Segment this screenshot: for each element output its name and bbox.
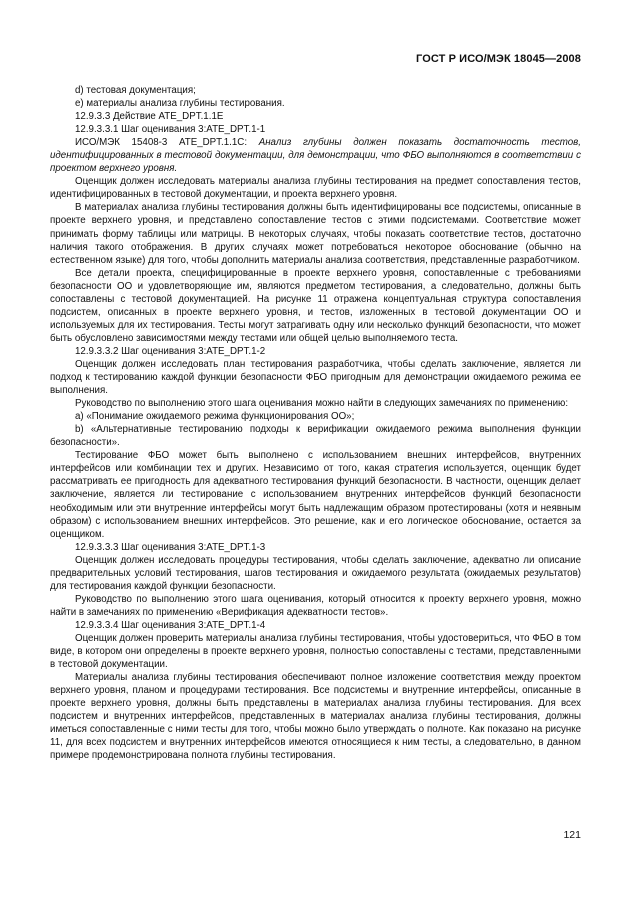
list-item-b: b) «Альтернативные тестированию подходы к верификации ожидаемого режима выполнения функции безопасности». (50, 424, 581, 449)
requirement-ref: ИСО/МЭК 15408-3 ATE_DPT.1.1C: (75, 137, 259, 149)
paragraph: Руководство по выполнению этого шага оценивания можно найти в следующих замечаниях по применению: (75, 398, 569, 410)
step-heading-dpt-1-1: 12.9.3.3.1 Шаг оценивания 3:ATE_DPT.1-1 (75, 124, 266, 136)
standard-header: ГОСТ Р ИСО/МЭК 18045—2008 (416, 53, 581, 65)
list-item-e: e) материалы анализа глубины тестирования. (75, 98, 285, 110)
page-number: 121 (563, 829, 581, 841)
paragraph: В материалах анализа глубины тестирования должны быть идентифицированы все подсистемы, описанные в проекте верхнего уровня, и представлено сопоставление тестов с этими подсистемами. Соответствие может принимать форму таблицы или матрицы. В некоторых случаях, чтобы показать соответствие тестов, достаточно наличия такого отображения. В других случаях может потребоваться некоторое обоснование (обычно на естественном языке) для того, чтобы дополнить материалы анализа соответствия, представленные разработчиком. (50, 202, 581, 266)
paragraph: Оценщик должен проверить материалы анализа глубины тестирования, чтобы удостовериться, что ФБО в том виде, в котором они определены в проекте верхнего уровня, полностью сопоставлены с тестами, представленными в тестовой документации. (50, 632, 581, 671)
section-heading-12-9-3-3: 12.9.3.3 Действие ATE_DPT.1.1E (75, 111, 224, 123)
paragraph: Оценщик должен исследовать материалы анализа глубины тестирования на предмет сопоставления тестов, идентифицированных в тестовой документации, и проекта верхнего уровня. (50, 176, 581, 201)
paragraph: Оценщик должен исследовать план тестирования разработчика, чтобы сделать заключение, является ли подход к тестированию каждой функции безопасности ФБО пригодным для демонстрации ожидаемого режима ее выполнения. (50, 358, 581, 397)
paragraph: Руководство по выполнению этого шага оценивания, который относится к проекту верхнего уровня, можно найти в замечаниях по применению «Верификация адекватности тестов». (50, 593, 581, 618)
paragraph: Оценщик должен исследовать процедуры тестирования, чтобы сделать заключение, адекватно ли описание предварительных условий тестирования, шагов тестирования и ожидаемого результата (ожидаемых результатов) для тестирования каждой функции безопасности. (50, 554, 581, 592)
document-body (50, 84, 581, 762)
paragraph: Тестирование ФБО может быть выполнено с использованием внешних интерфейсов, внутренних интерфейсов или комбинации тех и других. Независимо от того, какая стратегия используется, оценщик будет рассматривать ее пригодность для адекватного тестирования функций безопасности. В частности, оценщик делает заключение, является ли тестирование с использованием внутренних интерфейсов функций безопасности необходимым или эти внутренние интерфейсы могут быть надлежащим образом протестированы (хотя и неявным образом) с использованием внешних интерфейсов. Это решение, как и его логическое обоснование, остается за оценщиком. (50, 450, 581, 540)
step-heading-dpt-1-2: 12.9.3.3.2 Шаг оценивания 3:ATE_DPT.1-2 (75, 345, 266, 357)
paragraph: Материалы анализа глубины тестирования обеспечивают полное изложение соответствия между проектом верхнего уровня, планом и процедурами тестирования. Все подсистемы и внутренние интерфейсы, описанные в проекте верхнего уровня, должны быть представлены в материалах анализа глубины тестирования. Для всех подсистем и внутренних интерфейсов, представленных в материалах анализа глубины тестирования, должны иметься сопоставленные с ними тесты для того, чтобы можно было утверждать о полноте. Как показано на рисунке 11, для всех подсистем и внутренних интерфейсов имеются относящиеся к ним тесты, а следовательно, в данном примере продемонстрирована полнота глубины тестирования. (50, 672, 581, 762)
requirement-text: Анализ глубины должен показать достаточность тестов, идентифицированных в тестовой документации, для демонстрации, что ФБО выполняются в соответствии с проектом верхнего уровня. (50, 137, 581, 175)
requirement-paragraph (50, 136, 581, 175)
list-item-a: a) «Понимание ожидаемого режима функционирования ОО»; (75, 411, 355, 423)
list-item-d: d) тестовая документация; (75, 85, 196, 96)
step-heading-dpt-1-4: 12.9.3.3.4 Шаг оценивания 3:ATE_DPT.1-4 (75, 619, 266, 631)
step-heading-dpt-1-3: 12.9.3.3.3 Шаг оценивания 3:ATE_DPT.1-3 (75, 541, 266, 553)
paragraph: Все детали проекта, специфицированные в проекте верхнего уровня, сопоставленные с требованиями безопасности ОО и удовлетворяющие им, являются предметом тестирования, а следовательно, должны быть сопоставлены с тестовой документацией. На рисунке 11 отражена концептуальная структура сопоставления подсистем, описанных в проекте верхнего уровня, и тестов, изложенных в тестовой документации ОО и используемых для их тестирования. Тесты могут затрагивать одну или несколько функций безопасности, что может быть обусловлено зависимостями между тестами или общей целью выполняемого теста. (50, 267, 581, 344)
